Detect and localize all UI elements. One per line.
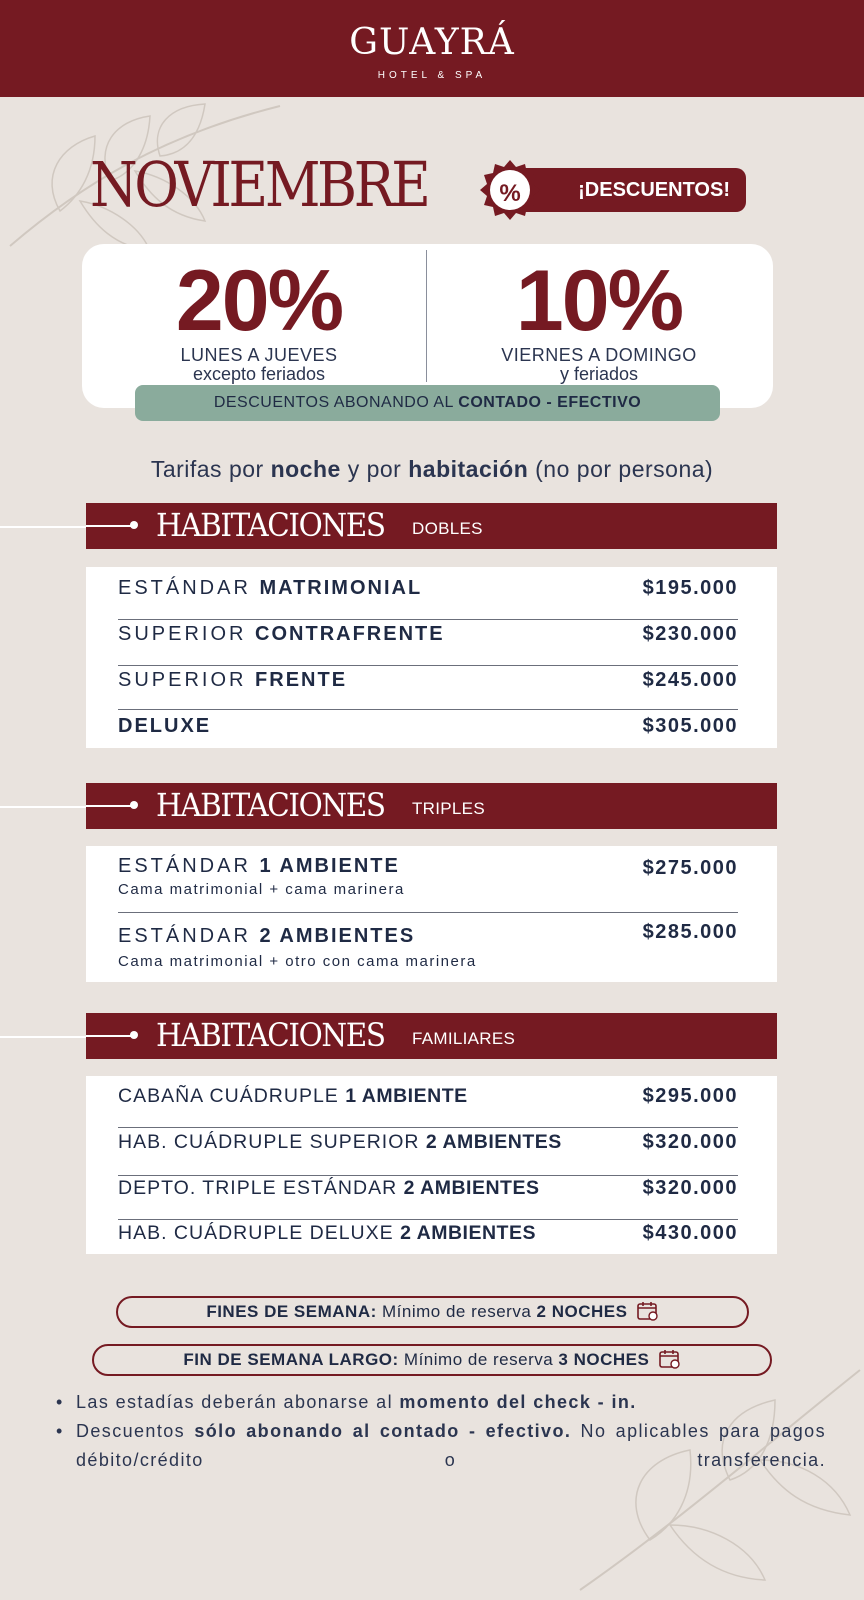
room-price: $285.000 (642, 921, 738, 943)
room-name (118, 669, 347, 692)
room-variant: 2 AMBIENTES (403, 1177, 540, 1199)
minimum-text: Mínimo de reserva (376, 1302, 537, 1321)
room-name (118, 1131, 562, 1154)
discount-percent: 20% (175, 253, 343, 349)
price-row (118, 715, 738, 745)
note-item (56, 1388, 826, 1417)
price-table-triples (86, 846, 777, 982)
divider (426, 250, 427, 382)
room-type: DEPTO. TRIPLE ESTÁNDAR (118, 1177, 404, 1199)
rates-note-bold: noche (270, 456, 341, 482)
discount-weekend (434, 253, 764, 384)
price-row (118, 1222, 738, 1250)
section-connector-line (86, 525, 136, 527)
minimum-label: FINES DE SEMANA: (206, 1302, 377, 1321)
section-connector-line (0, 806, 86, 808)
room-name (118, 715, 211, 738)
price-row (118, 1085, 738, 1128)
room-name (118, 1177, 539, 1200)
room-price: $305.000 (642, 715, 738, 737)
note-text: No aplicables para pagos débito/crédito o transferencia. (76, 1421, 826, 1470)
note-bold: sólo abonando al contado - efectivo. (194, 1421, 572, 1441)
section-dot-icon (130, 801, 138, 809)
discount-card (82, 244, 773, 408)
section-connector-line (86, 1035, 136, 1037)
room-price: $295.000 (642, 1085, 738, 1107)
room-variant: 2 AMBIENTES (400, 1222, 536, 1244)
room-price: $275.000 (642, 857, 738, 879)
room-type: ESTÁNDAR (118, 855, 260, 877)
price-row (118, 1131, 738, 1176)
cash-note-bold: CONTADO - EFECTIVO (458, 394, 642, 411)
section-title: HABITACIONES (156, 1016, 385, 1054)
section-connector-line (0, 1036, 86, 1038)
section-subtitle: DOBLES (412, 519, 483, 538)
discount-weekday (94, 253, 424, 384)
room-name (118, 623, 445, 646)
room-price: $430.000 (642, 1222, 738, 1244)
room-price: $245.000 (642, 669, 738, 691)
room-variant: MATRIMONIAL (259, 577, 423, 599)
terms-notes (56, 1388, 826, 1475)
section-header-triples (86, 783, 777, 829)
room-price: $230.000 (642, 623, 738, 645)
section-dot-icon (130, 1031, 138, 1039)
room-variant: DELUXE (118, 715, 212, 737)
price-row (118, 855, 738, 913)
long-weekend-minimum-pill (92, 1344, 772, 1376)
room-variant: 2 AMBIENTES (425, 1131, 562, 1153)
room-type: CABAÑA CUÁDRUPLE (118, 1085, 346, 1107)
price-row (118, 577, 738, 620)
minimum-nights: 2 NOCHES (536, 1302, 628, 1321)
room-variant: 1 AMBIENTE (259, 855, 400, 877)
room-name (118, 577, 422, 600)
room-name (118, 1085, 468, 1108)
discount-condition: y feriados (559, 364, 639, 384)
price-row (118, 1177, 738, 1220)
room-type: ESTÁNDAR (118, 577, 260, 599)
section-connector-line (0, 526, 86, 528)
price-row (118, 623, 738, 666)
percent-seal-label: % (499, 180, 521, 207)
room-name (118, 925, 415, 948)
discount-days: LUNES A JUEVES (180, 345, 338, 365)
price-table-familiares (86, 1076, 777, 1254)
note-bold: momento del check - in. (399, 1392, 637, 1412)
calendar-icon (659, 1349, 681, 1369)
section-subtitle: TRIPLES (412, 799, 485, 818)
cash-payment-band (135, 385, 720, 421)
calendar-icon (637, 1301, 659, 1321)
section-title: HABITACIONES (156, 506, 385, 544)
section-title: HABITACIONES (156, 786, 385, 824)
minimum-text: Mínimo de reserva (398, 1350, 559, 1369)
discount-condition: excepto feriados (192, 364, 326, 384)
room-type: HAB. CUÁDRUPLE SUPERIOR (118, 1131, 426, 1153)
rates-note-bold: habitación (408, 456, 529, 482)
room-price: $320.000 (642, 1177, 738, 1199)
rates-note (0, 456, 864, 483)
price-table-dobles (86, 567, 777, 748)
room-name (118, 855, 400, 878)
room-type: SUPERIOR (118, 669, 256, 691)
section-header-familiares (86, 1013, 777, 1059)
room-variant: 1 AMBIENTE (345, 1085, 468, 1107)
brand-logo: GUAYRÁ (349, 22, 515, 63)
section-subtitle: FAMILIARES (412, 1029, 516, 1048)
discount-badge (480, 164, 750, 216)
price-row (118, 669, 738, 710)
weekend-minimum-pill (116, 1296, 749, 1328)
discount-days: VIERNES A DOMINGO (501, 345, 697, 365)
brand-subtitle: HOTEL & SPA (377, 70, 487, 81)
cash-note-text: DESCUENTOS ABONANDO AL (213, 394, 459, 411)
room-variant: CONTRAFRENTE (255, 623, 445, 645)
rates-note-text: Tarifas por (150, 456, 271, 482)
section-header-dobles (86, 503, 777, 549)
header (0, 0, 864, 97)
room-type: HAB. CUÁDRUPLE DELUXE (118, 1222, 401, 1244)
note-text: Descuentos (76, 1421, 195, 1441)
room-type: ESTÁNDAR (118, 925, 260, 947)
room-name (118, 1222, 536, 1245)
room-bed-note: Cama matrimonial + otro con cama marinera (118, 953, 477, 970)
room-price: $195.000 (642, 577, 738, 599)
room-variant: FRENTE (255, 669, 348, 691)
rates-note-text: y por (340, 456, 409, 482)
minimum-nights: 3 NOCHES (558, 1350, 650, 1369)
room-bed-note: Cama matrimonial + cama marinera (118, 881, 405, 898)
room-type: SUPERIOR (118, 623, 256, 645)
minimum-label: FIN DE SEMANA LARGO: (183, 1350, 399, 1369)
section-dot-icon (130, 521, 138, 529)
room-price: $320.000 (642, 1131, 738, 1153)
discount-badge-label: ¡DESCUENTOS! (508, 168, 746, 212)
note-item (56, 1417, 826, 1475)
section-connector-line (86, 805, 136, 807)
note-text: Las estadías deberán abonarse al (76, 1392, 400, 1412)
month-title: NOVIEMBRE (90, 148, 428, 221)
price-row (118, 921, 738, 977)
discount-percent: 10% (515, 253, 683, 349)
room-variant: 2 AMBIENTES (259, 925, 416, 947)
rates-note-text: (no por persona) (528, 456, 714, 482)
